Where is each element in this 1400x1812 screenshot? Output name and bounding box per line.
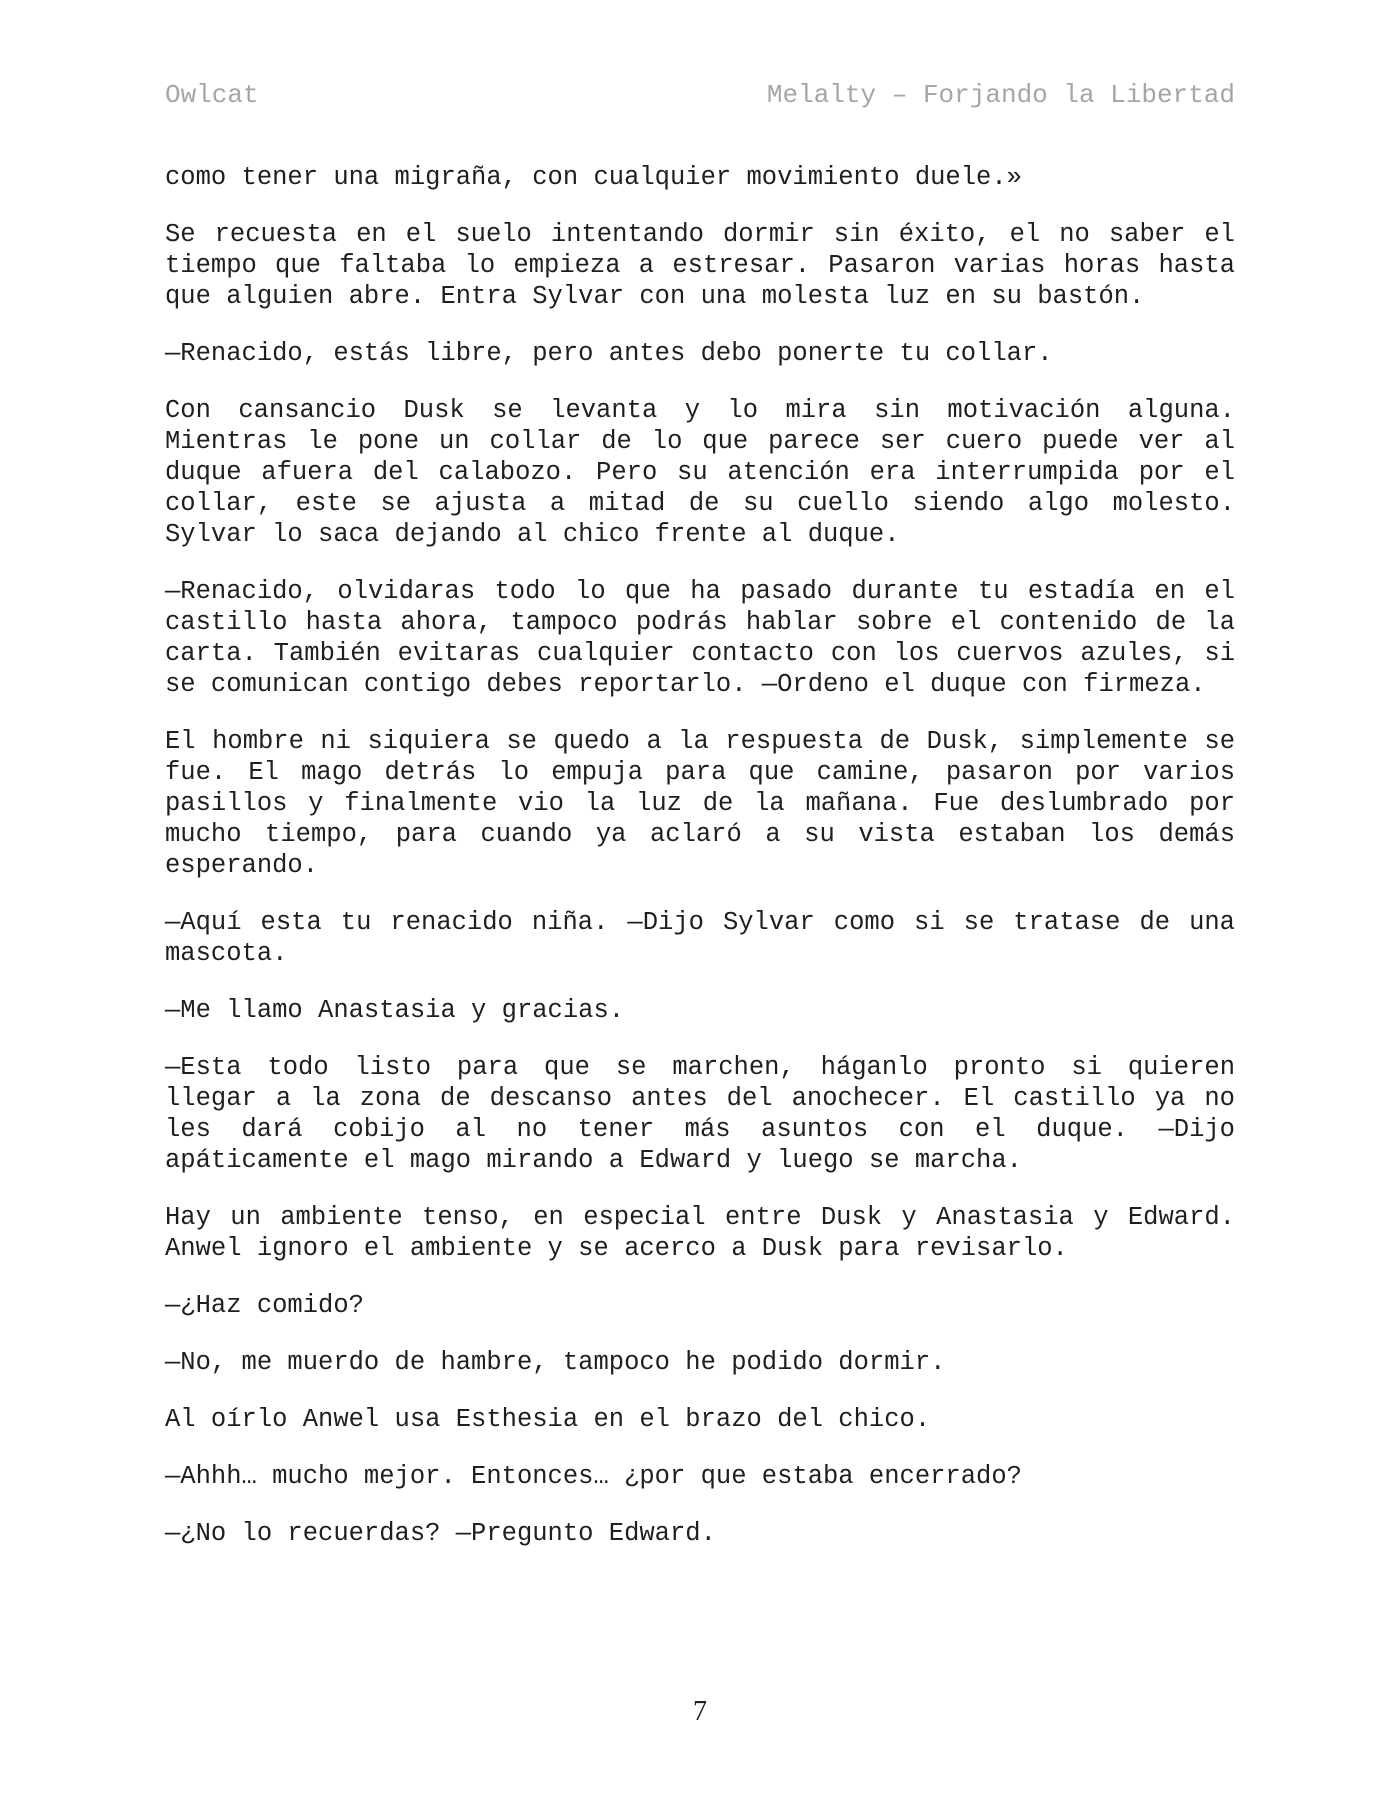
paragraph: —¿No lo recuerdas? —Pregunto Edward. <box>165 1519 716 1548</box>
paragraph: como tener una migraña, con cualquier movimiento duele.» <box>165 163 1022 192</box>
paragraph: —Me llamo Anastasia y gracias. <box>165 996 625 1025</box>
page-number: 7 <box>693 1696 707 1727</box>
header-title: Melalty – Forjando la Libertad <box>766 80 1235 110</box>
paragraph: Se recuesta en el suelo intentando dormir sin éxito, el no saber el tiempo que faltaba lo empieza a estresar. Pasaron varias horas hasta que alguien abre. Entra Sylvar con una molesta luz en su bastón. <box>165 220 1235 311</box>
paragraph: —Esta todo listo para que se marchen, háganlo pronto si quieren llegar a la zona de descanso antes del anochecer. El castillo ya no les dará cobijo al no tener más asuntos con el duque. —Dijo apáticamente el mago mirando a Edward y luego se marcha. <box>165 1053 1235 1175</box>
paragraph: —Aquí esta tu renacido niña. —Dijo Sylvar como si se tratase de una mascota. <box>165 908 1235 968</box>
header-author: Owlcat <box>165 80 259 110</box>
page-header <box>165 80 1235 110</box>
paragraph: —¿Haz comido? <box>165 1291 364 1320</box>
paragraph: Al oírlo Anwel usa Esthesia en el brazo del chico. <box>165 1405 931 1434</box>
paragraph: —Renacido, olvidaras todo lo que ha pasado durante tu estadía en el castillo hasta ahora, tampoco podrás hablar sobre el contenido de la carta. También evitaras cualquier contacto con los cuervos azules, si se comunican contigo debes reportarlo. —Ordeno el duque con firmeza. <box>165 577 1235 699</box>
paragraph: —No, me muerdo de hambre, tampoco he podido dormir. <box>165 1348 946 1377</box>
page-body <box>165 162 1235 1575</box>
paragraph: Con cansancio Dusk se levanta y lo mira sin motivación alguna. Mientras le pone un collar de lo que parece ser cuero puede ver al duque afuera del calabozo. Pero su atención era interrumpida por el collar, este se ajusta a mitad de su cuello siendo algo molesto. Sylvar lo saca dejando al chico frente al duque. <box>165 396 1235 549</box>
paragraph: El hombre ni siquiera se quedo a la respuesta de Dusk, simplemente se fue. El mago detrás lo empuja para que camine, pasaron por varios pasillos y finalmente vio la luz de la mañana. Fue deslumbrado por mucho tiempo, para cuando ya aclaró a su vista estaban los demás esperando. <box>165 727 1235 880</box>
paragraph: Hay un ambiente tenso, en especial entre Dusk y Anastasia y Edward. Anwel ignoro el ambiente y se acerco a Dusk para revisarlo. <box>165 1203 1235 1263</box>
paragraph: —Ahhh… mucho mejor. Entonces… ¿por que estaba encerrado? <box>165 1462 1022 1491</box>
paragraph: —Renacido, estás libre, pero antes debo ponerte tu collar. <box>165 339 1053 368</box>
